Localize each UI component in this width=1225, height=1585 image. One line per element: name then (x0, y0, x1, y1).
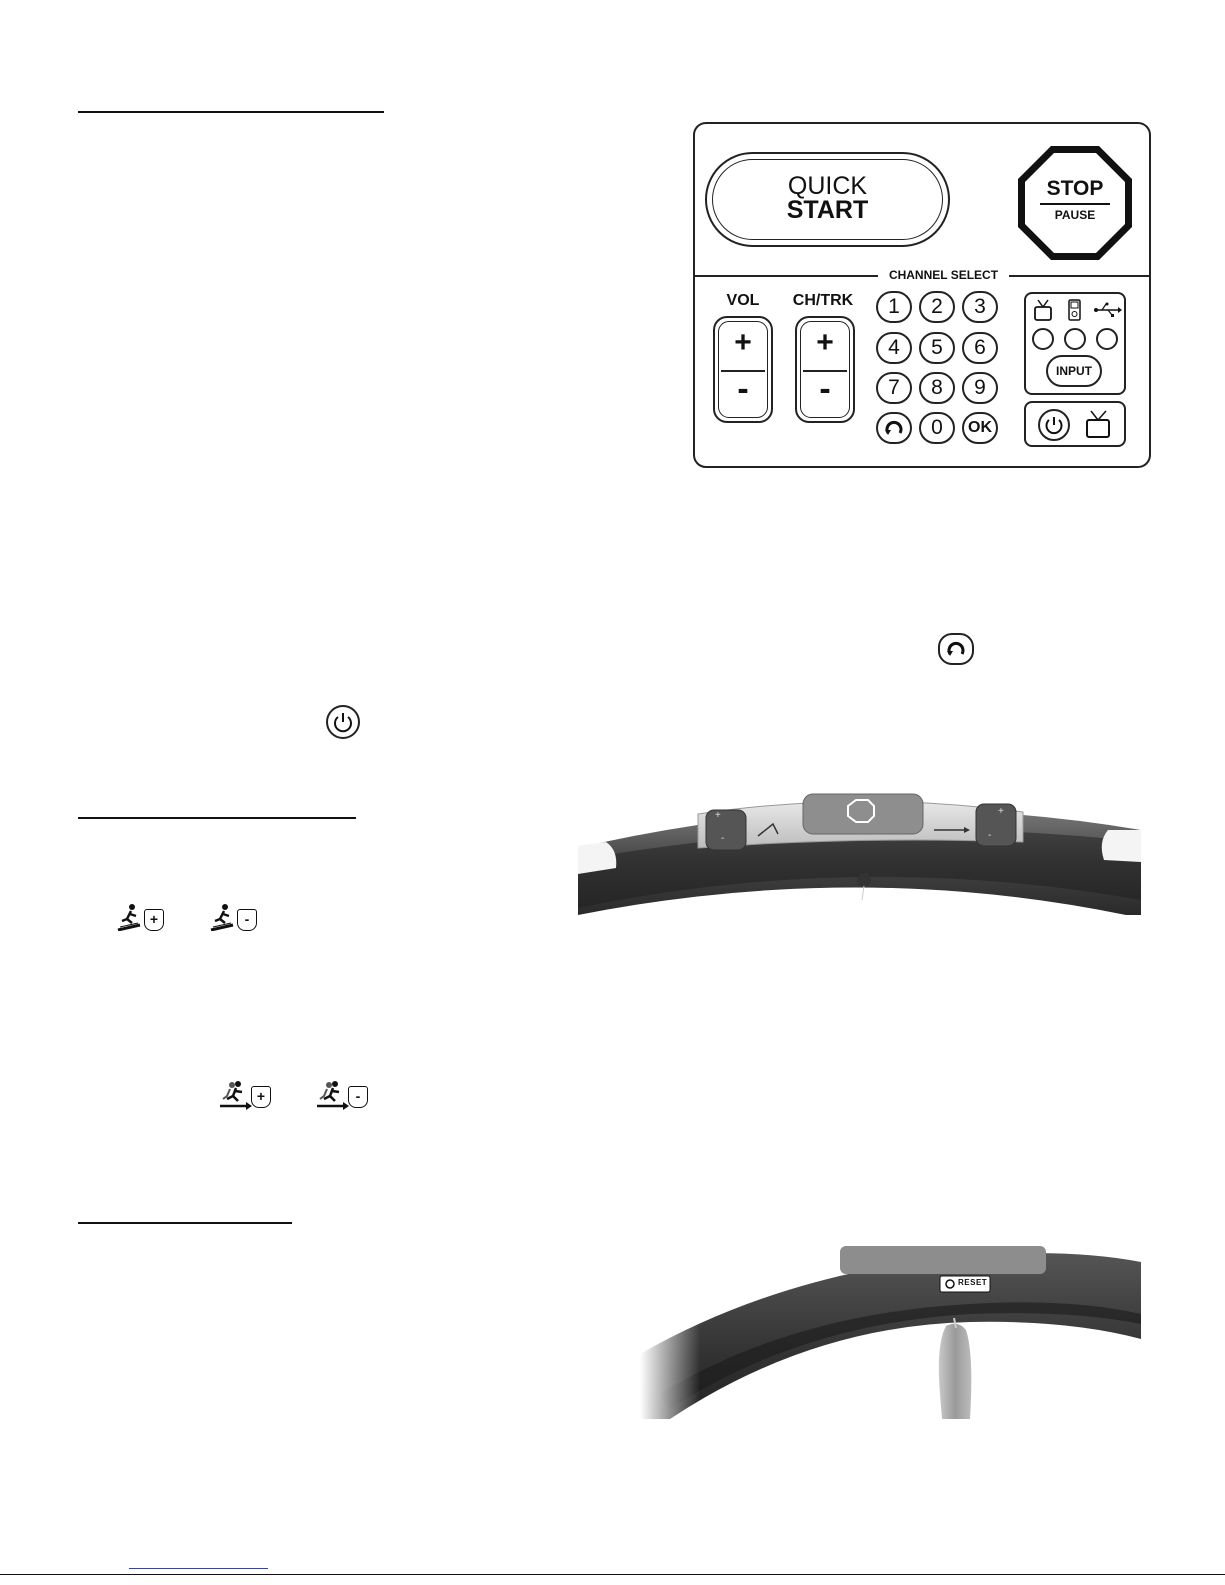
usb-source-indicator (1096, 328, 1118, 350)
channel-select-label: CHANNEL SELECT (888, 268, 999, 282)
key-0[interactable]: 0 (919, 412, 955, 444)
ipod-source-icon (1069, 300, 1080, 320)
section-2-underline (78, 817, 356, 819)
power-icon (326, 705, 360, 739)
quick-label: QUICK (787, 172, 868, 200)
channel-down-button[interactable]: - (819, 370, 831, 408)
volume-down-button[interactable]: - (737, 370, 749, 408)
recall-icon (938, 633, 974, 665)
speed-plus-key: + (251, 1086, 271, 1108)
incline-up-icon (116, 903, 166, 933)
handlebar-photo (578, 790, 1141, 915)
key-1[interactable]: 1 (876, 291, 912, 323)
chtrk-label: CH/TRK (792, 292, 854, 309)
input-selector-panel (1024, 292, 1126, 395)
channel-up-button[interactable]: + (816, 326, 834, 359)
input-button[interactable]: INPUT (1046, 355, 1102, 387)
key-5[interactable]: 5 (919, 332, 955, 364)
volume-rocker[interactable] (713, 316, 773, 423)
footer-link-underline (129, 1568, 268, 1569)
pause-label: PAUSE (1054, 208, 1096, 222)
tv-power-panel (1024, 401, 1126, 447)
usb-source-icon (1094, 303, 1122, 318)
key-9[interactable]: 9 (962, 372, 998, 404)
speed-up-icon (218, 1080, 272, 1110)
console-keypad-diagram (693, 122, 1151, 468)
speed-down-icon (315, 1080, 369, 1110)
footer-rule (0, 1574, 1225, 1575)
channel-rocker[interactable] (795, 316, 855, 423)
handlebar-speed-minus: - (988, 830, 992, 841)
tv-source-indicator (1032, 328, 1054, 350)
key-2[interactable]: 2 (919, 291, 955, 323)
ipod-source-indicator (1064, 328, 1086, 350)
vol-label: VOL (726, 292, 760, 309)
incline-down-icon (209, 903, 259, 933)
reset-safety-key-photo (640, 1234, 1141, 1419)
power-icon (1040, 411, 1068, 439)
key-8[interactable]: 8 (919, 372, 955, 404)
reset-label: RESET (958, 1278, 988, 1287)
stop-button[interactable] (1016, 144, 1134, 262)
source-icons (1032, 298, 1122, 328)
ok-button[interactable]: OK (962, 412, 998, 444)
key-6[interactable]: 6 (962, 332, 998, 364)
start-label: START (786, 196, 869, 224)
key-7[interactable]: 7 (876, 372, 912, 404)
volume-up-button[interactable]: + (734, 326, 752, 359)
tv-icon (1084, 409, 1114, 441)
handlebar-incline-plus: + (715, 810, 721, 821)
incline-minus-key: - (237, 909, 257, 931)
stop-octagon-icon (1016, 144, 1134, 262)
stop-label: STOP (1046, 177, 1104, 200)
key-3[interactable]: 3 (962, 291, 998, 323)
section-3-underline (78, 1222, 292, 1224)
speed-minus-key: - (348, 1086, 368, 1108)
handlebar-incline-minus: - (721, 833, 725, 844)
recall-icon (883, 417, 905, 439)
recall-button[interactable] (876, 412, 912, 444)
key-4[interactable]: 4 (876, 332, 912, 364)
handlebar-speed-plus: + (998, 806, 1004, 817)
section-1-underline (78, 111, 384, 113)
quick-start-button[interactable] (705, 152, 950, 247)
incline-plus-key: + (144, 909, 164, 931)
tv-source-icon (1035, 300, 1051, 320)
tv-power-button[interactable] (1038, 409, 1070, 441)
